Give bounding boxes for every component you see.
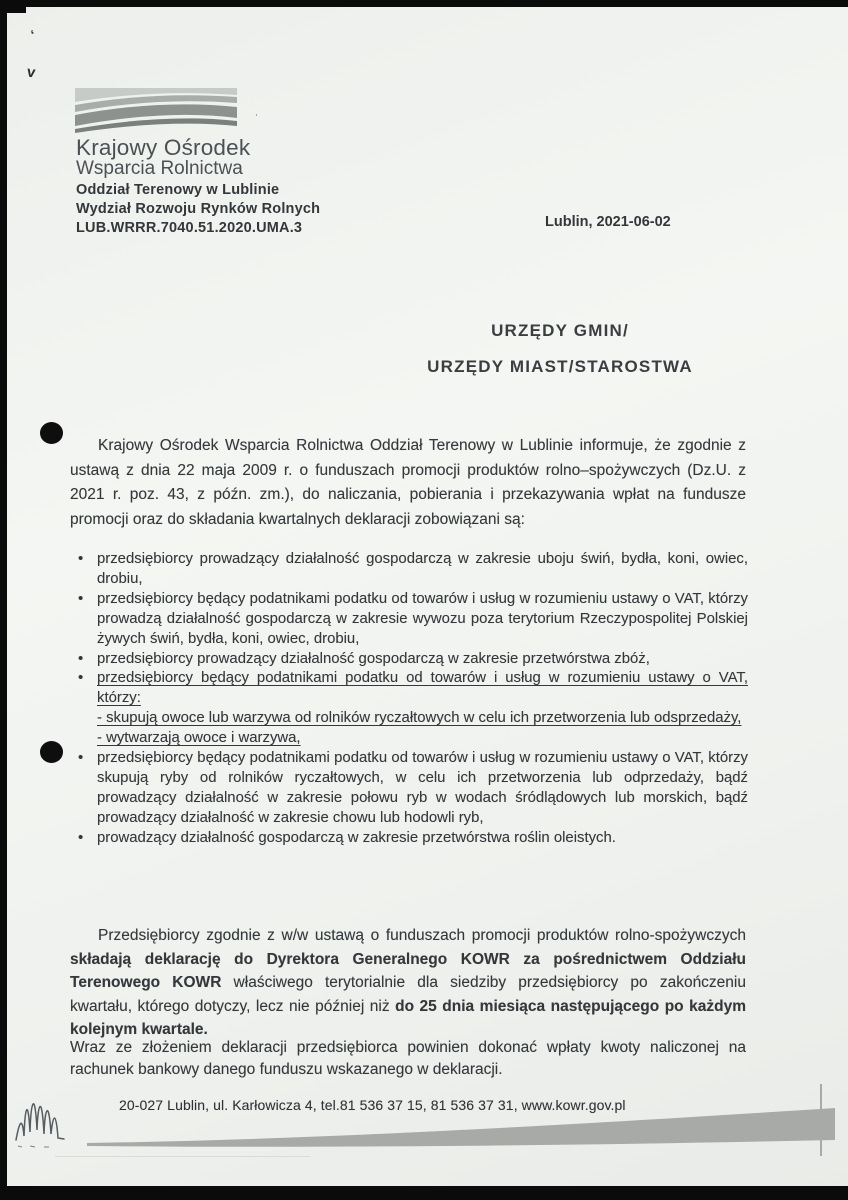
addressee-line1: URZĘDY GMIN/ (491, 321, 629, 340)
list-item (70, 550, 748, 590)
scan-edge-bottom (0, 1186, 848, 1200)
list-item (70, 669, 748, 749)
place-and-date: Lublin, 2021-06-02 (545, 214, 671, 230)
scan-line-artifact (55, 1156, 310, 1157)
obligated-entities-list (70, 550, 748, 849)
sub-list-item: - wytwarzają owoce i warzywa, (97, 730, 301, 747)
list-item (70, 590, 748, 650)
punch-hole-dot (40, 422, 63, 444)
list-item-text: przedsiębiorcy będący podatnikami podatku od towarów i usług w rozumieniu ustawy o VAT, którzy prowadzą działalność gospodarczą w zakresie wywozu poza terytorium Rzeczypospolitej Polskiej żywych świń, bydła, koni, owiec, drobiu, (97, 590, 748, 647)
list-item (70, 829, 748, 849)
list-item-text: przedsiębiorcy będący podatnikami podatku od towarów i usług w rozumieniu ustawy o VAT, którzy skupują ryby od rolników ryczałtowych, w celu ich przetworzenia lub odprzedaży, bądź prowadzący działalność w zakresie połowu ryb w wodach śródlądowych lub morskich, bądź prowadzący działalność w zakresie chowu lub hodowli ryb, (97, 750, 748, 826)
kowr-logo-waves-icon (75, 88, 237, 133)
footer-contact: 20-027 Lublin, ul. Karłowicza 4, tel.81 536 37 15, 81 536 37 31, www.kowr.gov.pl (119, 1097, 626, 1113)
org-name-line2: Wsparcia Rolnictwa (76, 158, 243, 179)
bold-text-run: składają deklarację do Dyrektora Generalnego KOWR za pośrednictwem Oddziału Terenowego KOWR (70, 950, 746, 992)
org-name-line1: Krajowy Ośrodek (76, 135, 251, 160)
addressee-line2: URZĘDY MIAST/STAROSTWA (427, 357, 693, 376)
list-item-text: przedsiębiorcy prowadzący działalność gospodarczą w zakresie uboju świń, bydła, koni, owiec, drobiu, (97, 551, 748, 587)
punch-hole-dot (40, 741, 63, 763)
intro-paragraph: Krajowy Ośrodek Wsparcia Rolnictwa Oddział Terenowy w Lublinie informuje, że zgodnie z ustawą z dnia 22 maja 2009 r. o funduszach promocji produktów rolno–spożywczych (Dz.U. z 2021 r. poz. 43, z późn. zm.), do naliczania, pobierania i przekazywania wpłat na fundusze promocji oraz do składania kwartalnych deklaracji zobowiązani są: (70, 437, 746, 528)
bold-text-run: do 25 dnia miesiąca następującego po każdym kolejnym kwartale. (70, 997, 746, 1039)
footer-swoosh-icon (85, 1106, 837, 1152)
list-item-text: przedsiębiorcy będący podatnikami podatku od towarów i usług w rozumieniu ustawy o VAT, którzy: (97, 670, 748, 707)
scan-edge-corner (0, 0, 26, 13)
scan-speck: ˌ (255, 106, 259, 117)
scan-edge-left (0, 0, 7, 1200)
list-item (70, 650, 748, 670)
scan-speck: v (25, 63, 37, 82)
org-branch: Oddział Terenowy w Lublinie (76, 182, 280, 198)
list-item (70, 749, 748, 829)
declaration-paragraph (70, 924, 746, 1042)
scan-speck: ʻ (29, 26, 37, 43)
reference-number: LUB.WRRR.7040.51.2020.UMA.3 (76, 220, 303, 236)
list-item-text: prowadzący działalność gospodarczą w zakresie przetwórstwa roślin oleistych. (97, 829, 616, 846)
sub-list-item: - skupują owoce lub warzywa od rolników ryczałtowych w celu ich przetworzenia lub odsprzedaży, (97, 710, 742, 727)
scan-line-artifact (820, 1084, 822, 1156)
org-department: Wydział Rozwoju Rynków Rolnych (76, 201, 321, 217)
addressee-block (418, 321, 702, 376)
payment-paragraph: Wraz ze złożeniem deklaracji przedsiębiorca powinien dokonać wpłaty kwoty naliczonej na rachunek bankowy danego funduszu wskazanego w deklaracji. (70, 1039, 746, 1078)
text-run: właściwego terytorialnie dla siedziby przedsiębiorcy po zakończeniu kwartału, którego dotyczy, lecz nie później niż (70, 974, 746, 1015)
signature-scribble-icon (10, 1080, 82, 1154)
scan-edge-top (0, 0, 848, 7)
list-item-text: przedsiębiorcy prowadzący działalność gospodarczą w zakresie przetwórstwa zbóż, (97, 650, 650, 667)
text-run: Przedsiębiorcy zgodnie z w/w ustawą o funduszach promocji produktów rolno-spożywczych (98, 927, 746, 944)
